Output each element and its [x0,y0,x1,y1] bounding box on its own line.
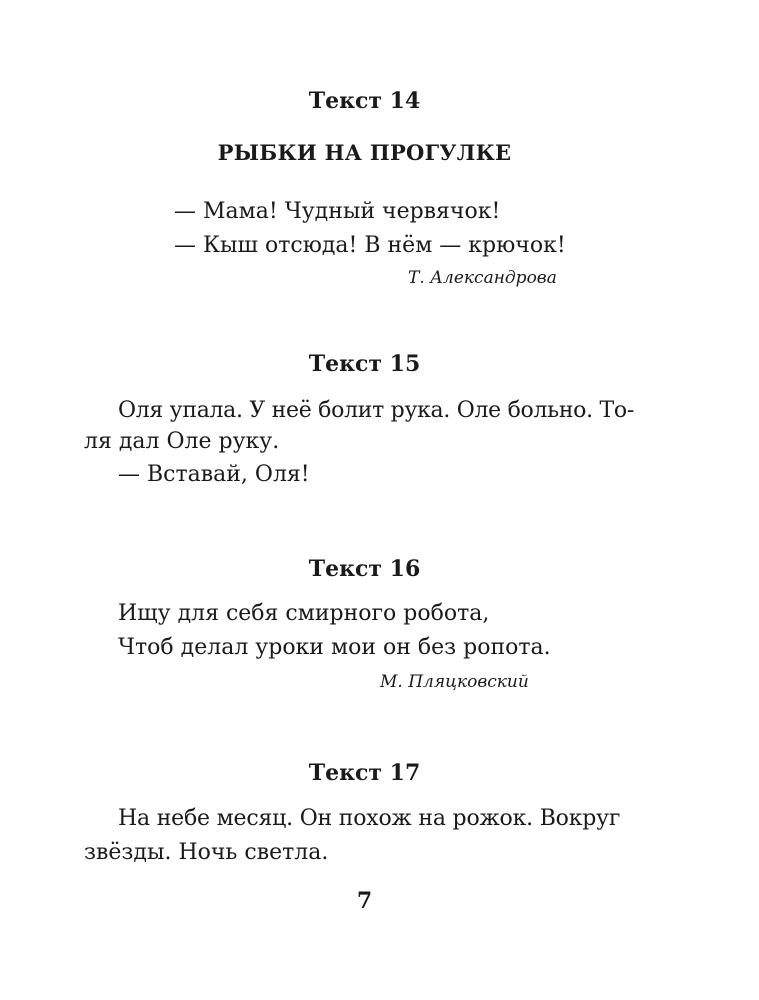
text15-line-1: Оля упала. У неё болит рука. Оле больно. То- [118,398,634,423]
text17-line-2: звёзды. Ночь светла. [84,840,329,865]
text16-heading: Текст 16 [308,556,421,582]
text15-line-2: ля дал Оле руку. [84,429,280,454]
text15-heading: Текст 15 [308,351,421,377]
page-number: 7 [356,888,373,914]
text16-line-2: Чтоб делал уроки мои он без ропота. [118,635,551,660]
text14-line-1: — Мама! Чудный червячок! [174,199,501,224]
text14-author: Т. Александрова [408,268,557,288]
text17-heading: Текст 17 [308,760,421,786]
text14-title: РЫБКИ НА ПРОГУЛКЕ [217,140,512,165]
text14-line-2: — Кыш отсюда! В нём — крючок! [174,233,566,258]
text16-line-1: Ищу для себя смирного робота, [118,601,490,626]
text15-line-3: — Вставай, Оля! [118,462,310,487]
text16-author: М. Пляцковский [380,672,529,692]
text14-heading: Текст 14 [308,88,421,114]
text17-line-1: На небе месяц. Он похож на рожок. Вокруг [118,806,621,831]
